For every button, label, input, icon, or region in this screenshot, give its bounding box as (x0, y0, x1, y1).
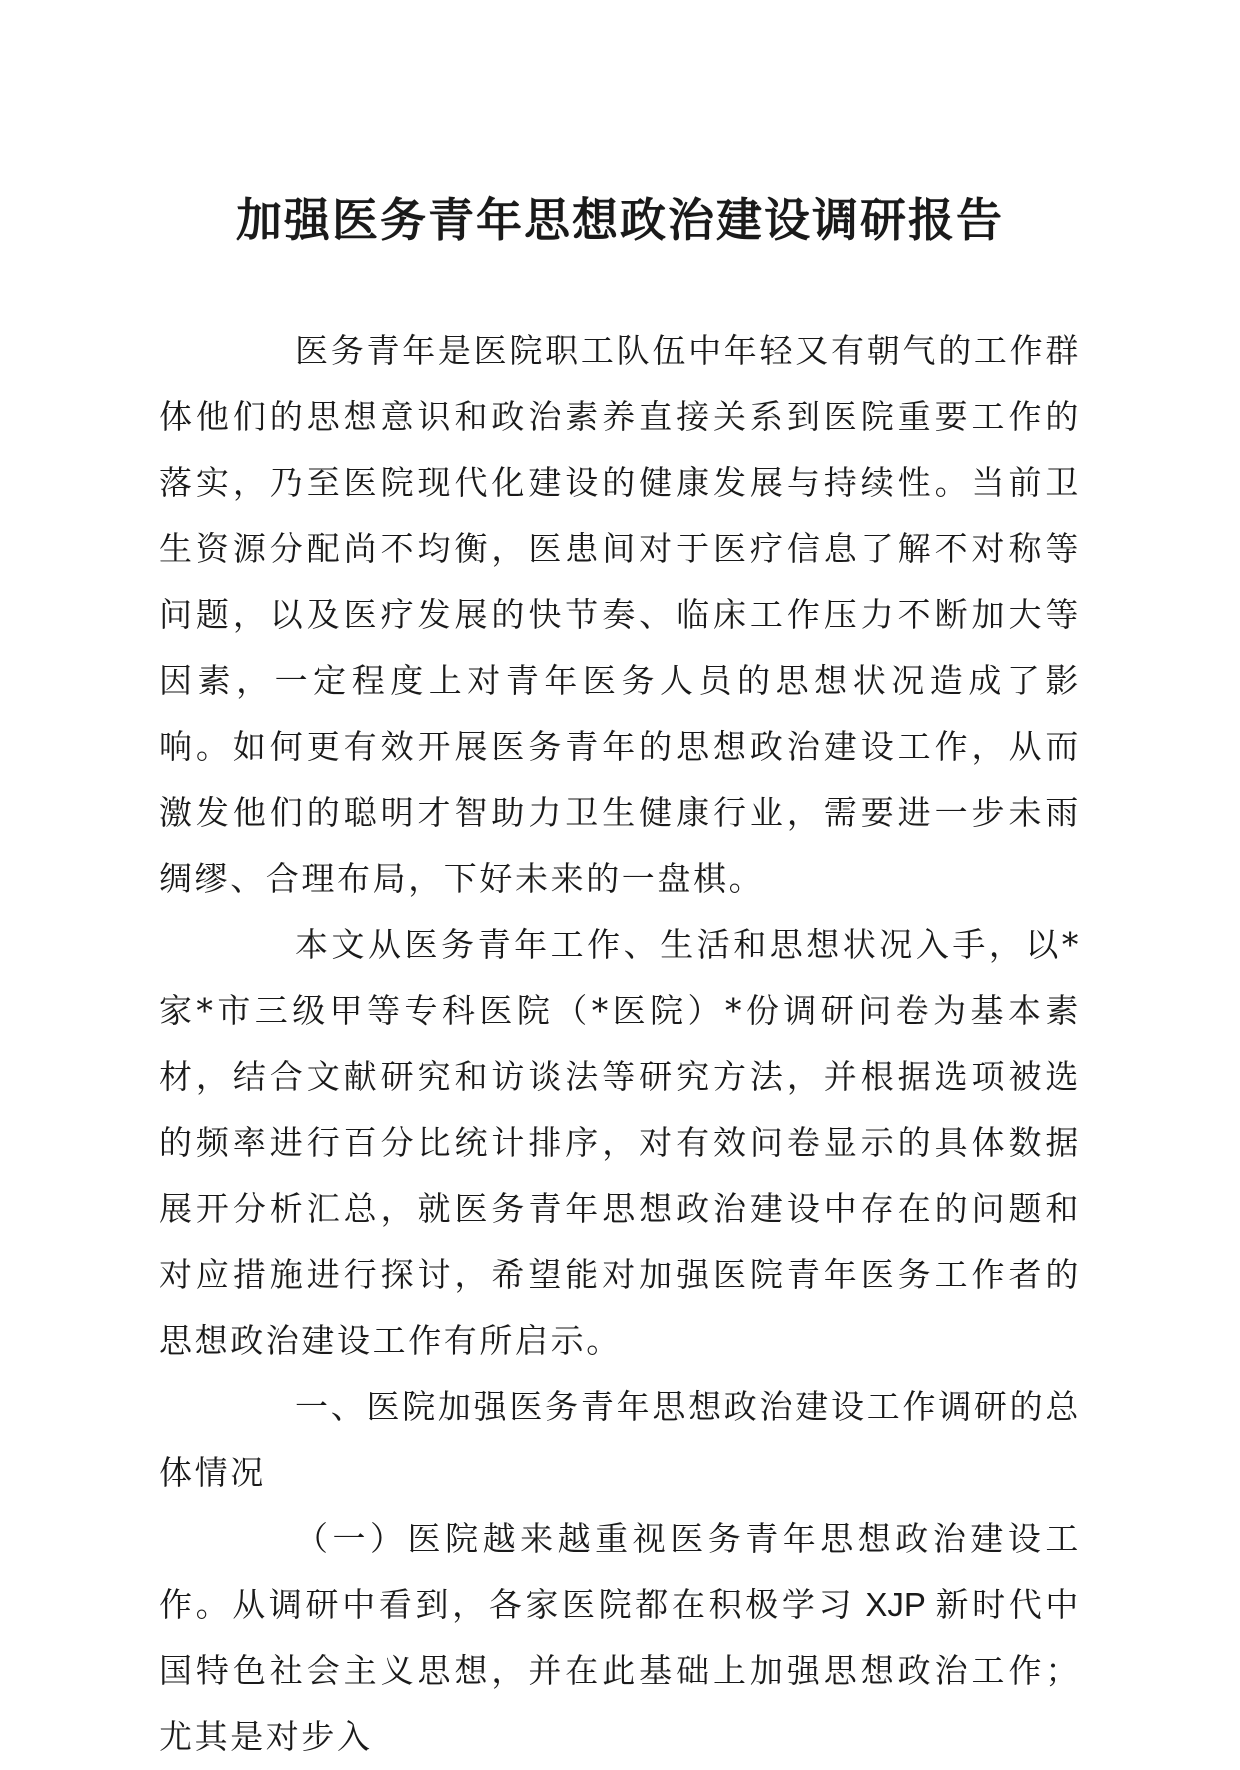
paragraph-subsection-1-latin: XJP (855, 1586, 936, 1623)
paragraph-subsection-1-part-b: 新时代中国特色社会主义思想，并在此基础上加强思想政治工作；尤其是对步入 (159, 1585, 1081, 1756)
section-heading-1: 一、医院加强医务青年思想政治建设工作调研的总体情况 (159, 1387, 1081, 1492)
document-title: 加强医务青年思想政治建设调研报告 (236, 193, 1004, 247)
document-body (159, 318, 1081, 1770)
paragraph-subsection-1-part-a: （一）医院越来越重视医务青年思想政治建设工作。从调研中看到，各家医院都在积极学习 (159, 1519, 1081, 1624)
paragraph-subsection-1 (159, 1506, 1081, 1770)
paragraph-intro: 医务青年是医院职工队伍中年轻又有朝气的工作群体他们的思想意识和政治素养直接关系到医院重要工作的落实，乃至医院现代化建设的健康发展与持续性。当前卫生资源分配尚不均衡，医患间对于医疗信息了解不对称等问题，以及医疗发展的快节奏、临床工作压力不断加大等因素，一定程度上对青年医务人员的思想状况造成了影响。如何更有效开展医务青年的思想政治建设工作，从而激发他们的聪明才智助力卫生健康行业，需要进一步未雨绸缪、合理布局，下好未来的一盘棋。 (159, 331, 1081, 898)
paragraph-method: 本文从医务青年工作、生活和思想状况入手，以*家*市三级甲等专科医院（*医院）*份调研问卷为基本素材，结合文献研究和访谈法等研究方法，并根据选项被选的频率进行百分比统计排序，对有效问卷显示的具体数据展开分析汇总，就医务青年思想政治建设中存在的问题和对应措施进行探讨，希望能对加强医院青年医务工作者的思想政治建设工作有所启示。 (159, 925, 1081, 1360)
